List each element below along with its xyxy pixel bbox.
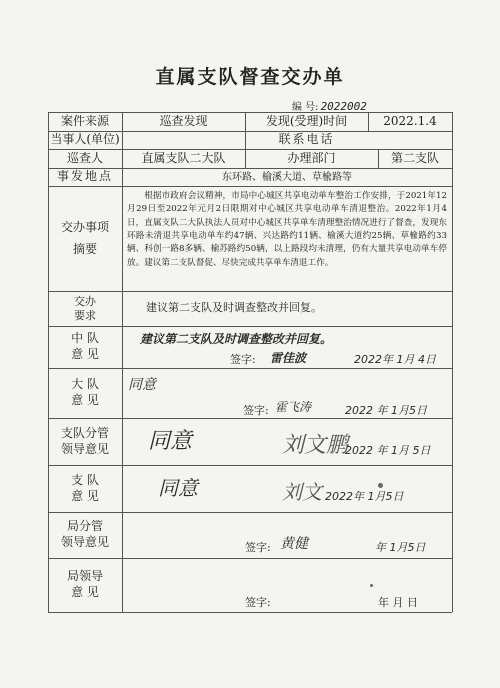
brigade-sign-label: 签字: bbox=[243, 404, 269, 417]
label-line2: 意 见 bbox=[71, 488, 99, 503]
bureau-leader-sign-date: 年 月 日 bbox=[378, 596, 418, 609]
label-line1: 大 队 bbox=[71, 377, 99, 392]
label-line2: 领导意见 bbox=[60, 535, 109, 549]
brigade-sign-date: 2022 年 1月5日 bbox=[345, 404, 427, 417]
party-label: 当事人(单位) bbox=[50, 132, 120, 147]
inspector-label: 巡查人 bbox=[66, 150, 103, 165]
bureau-leader-opinion-label bbox=[48, 558, 122, 612]
discovery-time-label: 发现(受理)时间 bbox=[265, 113, 348, 128]
bureau-deputy-sign-label: 签字: bbox=[245, 541, 271, 554]
bureau-leader-sign-label: 签字: bbox=[245, 596, 271, 609]
label-line2: 意 见 bbox=[71, 347, 99, 361]
label-line2: 意 见 bbox=[71, 393, 99, 407]
label-line1: 支队分管 bbox=[60, 425, 109, 440]
brigade-opinion-label bbox=[48, 368, 122, 418]
bureau-deputy-signer: 黄健 bbox=[280, 536, 308, 552]
detachment-deputy-sign-date: 2022 年 1月 5日 bbox=[345, 444, 431, 457]
detachment-deputy-opinion-handwriting: 同意 bbox=[148, 429, 193, 454]
detachment-signer: 刘文 bbox=[282, 480, 322, 504]
bureau-deputy-opinion-label bbox=[48, 512, 122, 558]
document-title: 直属支队督查交办单 bbox=[155, 66, 345, 88]
request-label-line2: 要求 bbox=[74, 308, 96, 322]
party-value bbox=[122, 131, 245, 149]
serial-label: 编 号: bbox=[292, 102, 319, 113]
label-line2: 意 见 bbox=[71, 585, 99, 599]
detachment-deputy-signer: 刘文鹏 bbox=[282, 433, 349, 458]
summary-label-line1: 交办事项 bbox=[60, 219, 109, 234]
squadron-opinion-handwriting: 建议第二支队及时调查整改并回复。 bbox=[140, 332, 333, 346]
squadron-signer: 雷佳波 bbox=[270, 351, 307, 365]
detachment-deputy-opinion-label bbox=[48, 418, 122, 465]
summary-label bbox=[48, 186, 122, 291]
serial-value: 2022002 bbox=[320, 100, 367, 113]
label-line1: 中 队 bbox=[71, 331, 99, 346]
detachment-opinion-handwriting: 同意 bbox=[158, 476, 198, 500]
inspector-value: 直属支队二大队 bbox=[141, 150, 226, 165]
case-source-label: 案件来源 bbox=[60, 113, 109, 128]
location-value: 东环路、榆溪大道、草楡路等 bbox=[222, 171, 352, 183]
dept-label: 办理部门 bbox=[287, 150, 336, 165]
dept-value: 第二支队 bbox=[390, 150, 439, 165]
case-source-value: 巡查发现 bbox=[159, 113, 208, 128]
bureau-deputy-sign-date: 年 1月5日 bbox=[375, 541, 426, 554]
location-label: 事发地点 bbox=[56, 169, 113, 184]
serial-number bbox=[292, 98, 367, 113]
brigade-opinion-handwriting: 同意 bbox=[128, 377, 156, 393]
squadron-opinion-label bbox=[48, 326, 122, 368]
contact-value bbox=[368, 131, 452, 149]
request-label bbox=[48, 291, 122, 326]
summary-label-line2: 摘要 bbox=[72, 241, 97, 256]
discovery-time-value: 2022.1.4 bbox=[383, 113, 437, 128]
label-line1: 支 队 bbox=[71, 472, 99, 487]
label-line1: 局领导 bbox=[66, 569, 103, 584]
ink-dot bbox=[370, 584, 373, 587]
detachment-sign-date: 2022年 1月5日 bbox=[325, 490, 404, 503]
ink-dot bbox=[378, 483, 383, 488]
squadron-sign-label: 签字: bbox=[230, 353, 256, 366]
detachment-opinion-label bbox=[48, 465, 122, 512]
contact-label: 联系电话 bbox=[278, 132, 335, 147]
request-text: 建议第二支队及时调查整改并回复。 bbox=[146, 301, 322, 315]
label-line2: 领导意见 bbox=[60, 441, 109, 456]
brigade-signer: 霍飞涛 bbox=[275, 400, 312, 414]
squadron-sign-date: 2022年 1月 4日 bbox=[354, 353, 436, 366]
request-label-line1: 交办 bbox=[74, 295, 96, 309]
summary-text: 根据市政府会议精神，市局中心城区共享电动单车整治工作安排，于2021年12月29日至2022年元月2日限期对中心城区共享电动单车清退整治。2022年1月4日，直属支队二大队执法人员对中心城区共享单车清理整治情况进行了督查，发现东环路未清退共享电动单车约47辆、兴达路约11辆、榆溪大道约25辆、草楡路约33辆、科创一路8多辆、榆苏路约50辆，以上路段均未清理，仍有大量共享电动单车停放。建议第二支队督促、尽快完成共享单车清退工作。 bbox=[127, 191, 447, 268]
label-line1: 局分管 bbox=[66, 519, 103, 534]
